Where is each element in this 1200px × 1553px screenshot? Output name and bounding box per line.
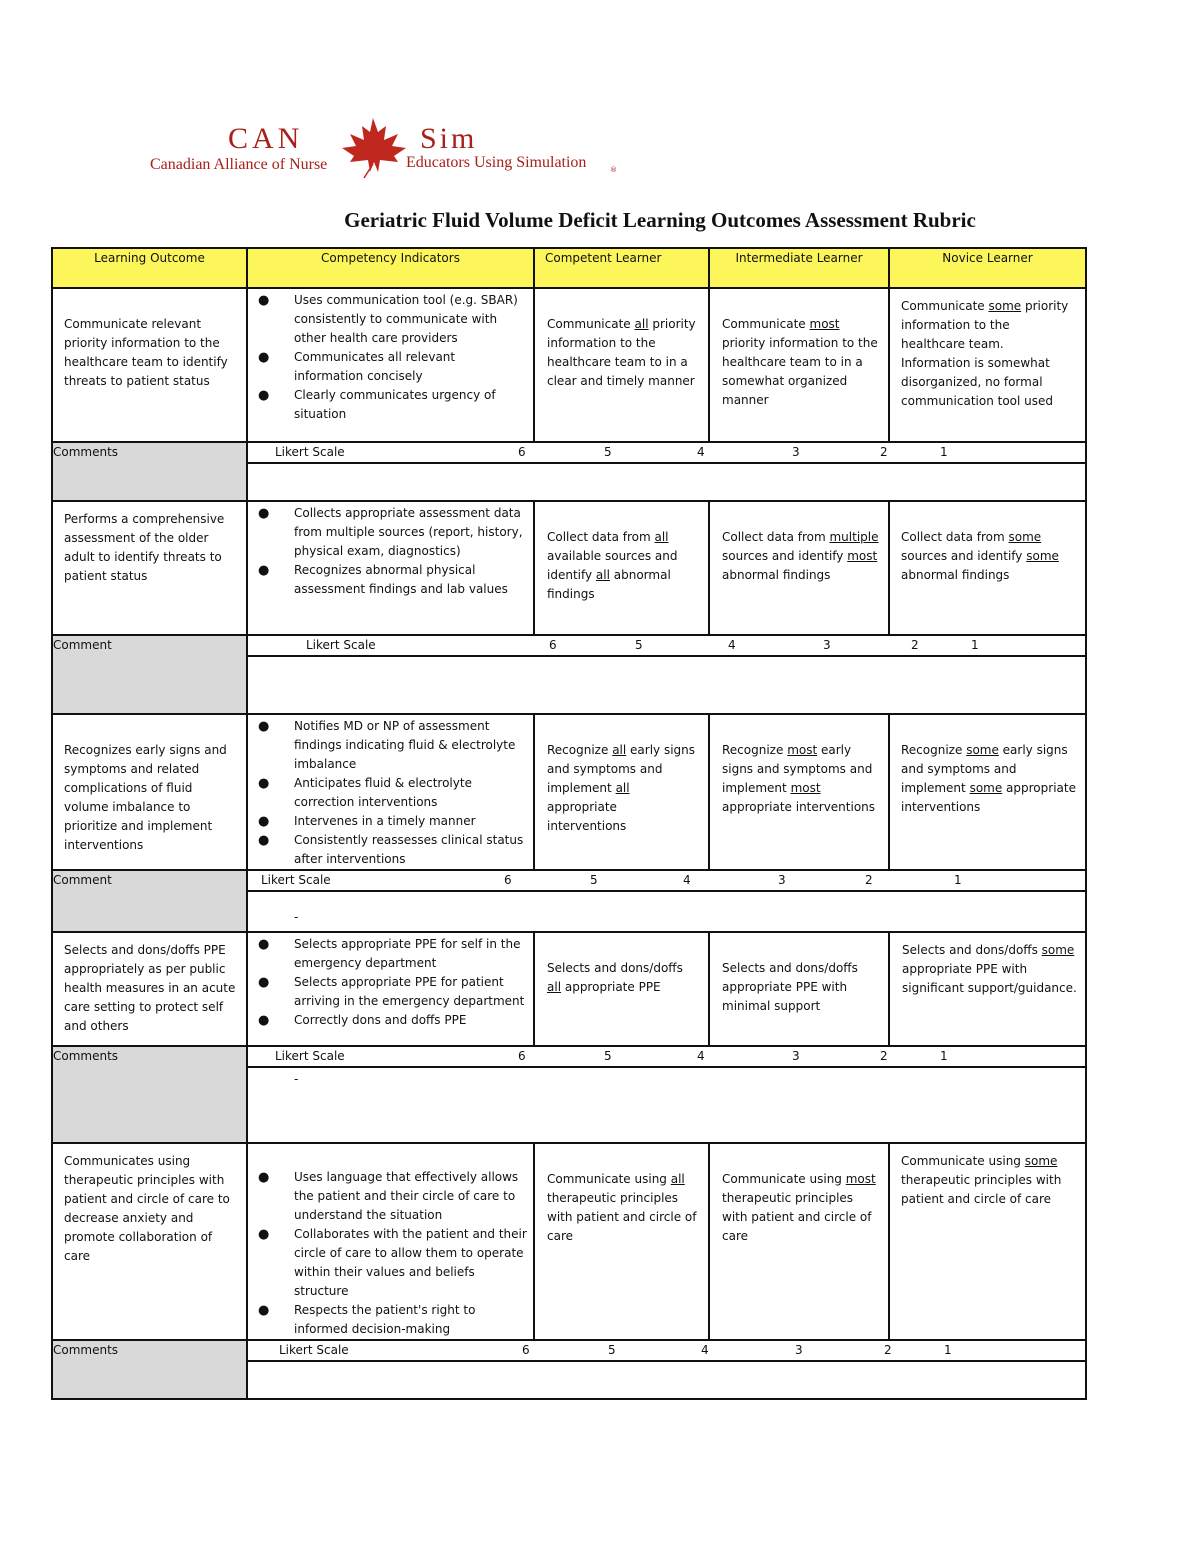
descriptor-text: priority information to the healthcare team to in a clear and timely manner	[547, 317, 696, 388]
competency-indicators-cell	[247, 501, 534, 635]
competent-learner-cell	[534, 932, 709, 1046]
descriptor-text: early signs and symptoms and implement	[901, 743, 1068, 795]
indicator-item: ● Uses language that effectively allows the patient and their circle of care to understand the situation	[248, 1168, 527, 1225]
comment-entry-area[interactable]	[248, 657, 1085, 713]
likert-score[interactable]: 3	[792, 445, 800, 459]
comments-row	[52, 635, 1086, 714]
likert-score[interactable]: 1	[971, 638, 979, 652]
likert-score[interactable]: 3	[778, 873, 786, 887]
logo-tagline-right: Educators Using Simulation	[406, 154, 587, 171]
comments-row	[52, 870, 1086, 932]
descriptor-text: appropriate interventions	[722, 800, 876, 814]
emphasis-text: some	[1008, 530, 1042, 544]
intermediate-learner-cell	[709, 1143, 889, 1340]
logo-wordmark-can: CAN	[228, 122, 304, 155]
likert-score[interactable]: 1	[944, 1343, 952, 1357]
descriptor-text: Recognize	[901, 743, 967, 757]
novice-learner-cell	[889, 1143, 1086, 1340]
descriptor-text: Communicate	[547, 317, 635, 331]
indicator-item: ● Communicates all relevant information concisely	[248, 348, 527, 386]
learning-outcome-cell	[52, 288, 247, 442]
likert-score[interactable]: 3	[795, 1343, 803, 1357]
comments-label: Comment	[52, 635, 247, 714]
novice-descriptor	[890, 289, 1085, 411]
learning-outcome-text: Recognizes early signs and symptoms and related complications of fluid volume imbalance to prioritize and implement interventions	[64, 743, 227, 852]
indicator-item: ● Respects the patient's right to informed decision-making	[248, 1301, 527, 1339]
learning-outcome-cell	[52, 932, 247, 1046]
emphasis-text: some	[966, 743, 999, 757]
logo-wordmark-sim: Sim	[420, 122, 478, 155]
learning-outcome-text: Communicate relevant priority information to the healthcare team to identify threats to patient status	[64, 317, 228, 388]
maple-leaf-icon	[334, 116, 412, 180]
comments-row	[52, 1046, 1086, 1143]
header-learning-outcome: Learning Outcome	[52, 248, 247, 288]
novice-learner-cell	[889, 714, 1086, 870]
likert-score[interactable]: 3	[792, 1049, 800, 1063]
intermediate-learner-cell	[709, 501, 889, 635]
likert-score[interactable]: 6	[518, 1049, 526, 1063]
indicator-item: ● Anticipates fluid & electrolyte correction interventions	[248, 774, 527, 812]
intermediate-descriptor	[710, 289, 888, 410]
indicator-item: ● Clearly communicates urgency of situation	[248, 386, 527, 424]
descriptor-text: Selects and dons/doffs	[547, 961, 683, 975]
indicator-item: ● Collects appropriate assessment data from multiple sources (report, history, physical exam, diagnostics)	[248, 504, 527, 561]
descriptor-text: sources and identify	[901, 549, 1027, 563]
likert-score[interactable]: 2	[865, 873, 873, 887]
learning-outcome-cell	[52, 1143, 247, 1340]
descriptor-text: therapeutic principles with patient and circle of care	[722, 1191, 872, 1243]
outcome-row	[52, 288, 1086, 442]
intermediate-learner-cell	[709, 714, 889, 870]
descriptor-text: abnormal findings	[901, 568, 1010, 582]
logo-tagline-left: Canadian Alliance of Nurse	[150, 156, 328, 173]
emphasis-text: most	[809, 317, 840, 331]
indicator-item: ● Selects appropriate PPE for patient arriving in the emergency department	[248, 973, 527, 1011]
indicator-item: ● Consistently reassesses clinical status after interventions	[248, 831, 527, 869]
comments-label: Comments	[52, 1046, 247, 1143]
descriptor-text: priority information to the healthcare team to in a somewhat organized manner	[722, 336, 878, 407]
outcome-row	[52, 714, 1086, 870]
comments-row	[52, 1340, 1086, 1399]
indicator-list	[248, 933, 533, 1030]
likert-score[interactable]: 5	[590, 873, 598, 887]
emphasis-text: some	[1026, 549, 1059, 563]
descriptor-text: Communicate using	[901, 1154, 1025, 1168]
competent-learner-cell	[534, 714, 709, 870]
likert-score[interactable]: 6	[549, 638, 557, 652]
outcome-row	[52, 501, 1086, 635]
comment-note: -	[294, 1072, 299, 1086]
likert-score[interactable]: 2	[880, 1049, 888, 1063]
header-row	[52, 248, 1086, 288]
descriptor-text: Selects and dons/doffs	[902, 943, 1042, 957]
comment-entry-area[interactable]	[248, 464, 1085, 500]
novice-learner-cell	[889, 288, 1086, 442]
likert-scale	[248, 1047, 1085, 1068]
descriptor-text: appropriate PPE with significant support/guidance.	[902, 962, 1077, 995]
intermediate-descriptor	[710, 502, 888, 585]
emphasis-text: all	[595, 568, 610, 582]
likert-score[interactable]: 5	[604, 445, 612, 459]
likert-score[interactable]: 6	[518, 445, 526, 459]
likert-label: Likert Scale	[275, 445, 345, 459]
indicator-item: ● Correctly dons and doffs PPE	[248, 1011, 527, 1030]
header-novice-learner: Novice Learner	[889, 248, 1086, 288]
learning-outcome-cell	[52, 501, 247, 635]
likert-area	[247, 635, 1086, 714]
emphasis-text: some	[969, 781, 1003, 795]
header-competent-learner: Competent Learner	[534, 248, 709, 288]
competent-descriptor	[535, 715, 708, 836]
header-competency-indicators: Competency Indicators	[247, 248, 534, 288]
likert-score[interactable]: 5	[635, 638, 643, 652]
likert-label: Likert Scale	[275, 1049, 345, 1063]
indicator-list	[248, 289, 533, 424]
competent-learner-cell	[534, 288, 709, 442]
outcome-row	[52, 1143, 1086, 1340]
intermediate-descriptor	[710, 933, 888, 1016]
emphasis-text: all	[547, 980, 562, 994]
comments-label: Comments	[52, 442, 247, 501]
comment-note: -	[294, 910, 299, 924]
emphasis-text: all	[612, 743, 627, 757]
novice-learner-cell	[889, 932, 1086, 1046]
cansim-logo	[148, 112, 628, 182]
likert-score[interactable]: 1	[940, 445, 948, 459]
descriptor-text: Recognize	[722, 743, 788, 757]
descriptor-text: Collect data from	[901, 530, 1009, 544]
likert-area	[247, 1046, 1086, 1143]
likert-scale	[248, 1341, 1085, 1362]
novice-descriptor	[890, 502, 1085, 585]
likert-score[interactable]: 6	[504, 873, 512, 887]
novice-descriptor	[890, 933, 1085, 998]
learning-outcome-text: Communicates using therapeutic principles with patient and circle of care to decrease anxiety and promote collaboration of care	[64, 1154, 230, 1263]
emphasis-text: all	[634, 317, 649, 331]
page-title: Geriatric Fluid Volume Deficit Learning Outcomes Assessment Rubric	[344, 208, 976, 232]
likert-score[interactable]: 3	[823, 638, 831, 652]
novice-descriptor	[890, 1144, 1085, 1209]
emphasis-text: most	[845, 1172, 876, 1186]
descriptor-text: appropriate interventions	[547, 800, 627, 833]
competent-descriptor	[535, 933, 708, 997]
emphasis-text: all	[670, 1172, 685, 1186]
emphasis-text: all	[615, 781, 630, 795]
likert-score[interactable]: 2	[911, 638, 919, 652]
likert-score[interactable]: 5	[608, 1343, 616, 1357]
likert-score[interactable]: 2	[880, 445, 888, 459]
descriptor-text: Collect data from	[547, 530, 655, 544]
emphasis-text: most	[790, 781, 821, 795]
learning-outcome-text: Selects and dons/doffs PPE appropriately as per public health measures in an acute care setting to protect self and others	[64, 943, 236, 1033]
competent-learner-cell	[534, 501, 709, 635]
competent-descriptor	[535, 289, 708, 391]
descriptor-text: early signs and symptoms and implement	[722, 743, 873, 795]
descriptor-text: abnormal findings	[722, 568, 831, 582]
descriptor-text: abnormal findings	[547, 568, 671, 601]
novice-descriptor	[890, 715, 1085, 817]
competent-learner-cell	[534, 1143, 709, 1340]
likert-label: Likert Scale	[279, 1343, 349, 1357]
header-intermediate-learner: Intermediate Learner	[709, 248, 889, 288]
descriptor-text: available sources and identify	[547, 549, 678, 582]
likert-score[interactable]: 1	[954, 873, 962, 887]
learning-outcome-cell	[52, 714, 247, 870]
competency-indicators-cell	[247, 932, 534, 1046]
descriptor-text: Communicate using	[547, 1172, 671, 1186]
indicator-item: ● Uses communication tool (e.g. SBAR) consistently to communicate with other health care providers	[248, 291, 527, 348]
likert-label: Likert Scale	[261, 873, 331, 887]
descriptor-text: appropriate PPE	[561, 980, 661, 994]
indicator-item: ● Notifies MD or NP of assessment findings indicating fluid & electrolyte imbalance	[248, 717, 527, 774]
intermediate-descriptor	[710, 1144, 888, 1246]
emphasis-text: multiple	[829, 530, 879, 544]
indicator-item: ● Selects appropriate PPE for self in the emergency department	[248, 935, 527, 973]
logo-registered-mark: ®	[610, 166, 617, 174]
likert-area	[247, 442, 1086, 501]
indicator-item: ● Intervenes in a timely manner	[248, 812, 527, 831]
indicator-item: ● Collaborates with the patient and their circle of care to allow them to operate within their values and beliefs structure	[248, 1225, 527, 1301]
likert-score[interactable]: 5	[604, 1049, 612, 1063]
comments-label: Comments	[52, 1340, 247, 1399]
descriptor-text: therapeutic principles with patient and circle of care	[547, 1191, 697, 1243]
novice-learner-cell	[889, 501, 1086, 635]
likert-area	[247, 1340, 1086, 1399]
likert-score[interactable]: 4	[728, 638, 736, 652]
rubric-table	[51, 247, 1087, 1400]
comment-entry-area[interactable]	[248, 1068, 1085, 1142]
descriptor-text: Collect data from	[722, 530, 830, 544]
likert-score[interactable]: 4	[697, 1049, 705, 1063]
intermediate-learner-cell	[709, 932, 889, 1046]
likert-score[interactable]: 4	[697, 445, 705, 459]
intermediate-learner-cell	[709, 288, 889, 442]
descriptor-text: priority information to the healthcare team. Information is somewhat disorganized, no formal communication tool used	[901, 299, 1069, 408]
descriptor-text: Communicate	[901, 299, 989, 313]
competent-descriptor	[535, 502, 708, 604]
likert-score[interactable]: 4	[683, 873, 691, 887]
comments-row	[52, 442, 1086, 501]
comment-entry-area[interactable]	[248, 1362, 1085, 1398]
descriptor-text: Recognize	[547, 743, 613, 757]
competency-indicators-cell	[247, 714, 534, 870]
likert-score[interactable]: 6	[522, 1343, 530, 1357]
competency-indicators-cell	[247, 1143, 534, 1340]
likert-label: Likert Scale	[306, 638, 376, 652]
likert-score[interactable]: 4	[701, 1343, 709, 1357]
comment-entry-area[interactable]	[248, 892, 1085, 931]
likert-score[interactable]: 2	[884, 1343, 892, 1357]
descriptor-text: Selects and dons/doffs appropriate PPE with minimal support	[722, 961, 858, 1013]
indicator-list	[248, 1144, 533, 1339]
indicator-item: ● Recognizes abnormal physical assessment findings and lab values	[248, 561, 527, 599]
descriptor-text: Communicate using	[722, 1172, 846, 1186]
competency-indicators-cell	[247, 288, 534, 442]
likert-scale	[248, 636, 1085, 657]
descriptor-text: appropriate interventions	[901, 781, 1076, 814]
intermediate-descriptor	[710, 715, 888, 817]
emphasis-text: some	[1024, 1154, 1058, 1168]
descriptor-text: sources and identify	[722, 549, 848, 563]
descriptor-text: Communicate	[722, 317, 810, 331]
likert-scale	[248, 871, 1085, 892]
rubric-body	[52, 248, 1086, 1399]
descriptor-text: therapeutic principles with patient and circle of care	[901, 1173, 1062, 1206]
emphasis-text: most	[847, 549, 878, 563]
learning-outcome-text: Performs a comprehensive assessment of the older adult to identify threats to patient status	[64, 512, 225, 583]
emphasis-text: all	[654, 530, 669, 544]
emphasis-text: some	[1041, 943, 1075, 957]
likert-score[interactable]: 1	[940, 1049, 948, 1063]
outcome-row	[52, 932, 1086, 1046]
emphasis-text: some	[988, 299, 1022, 313]
descriptor-text: early signs and symptoms and implement	[547, 743, 696, 795]
emphasis-text: most	[787, 743, 818, 757]
comments-label: Comment	[52, 870, 247, 932]
indicator-list	[248, 502, 533, 599]
likert-area	[247, 870, 1086, 932]
likert-scale	[248, 443, 1085, 464]
indicator-list	[248, 715, 533, 869]
competent-descriptor	[535, 1144, 708, 1246]
